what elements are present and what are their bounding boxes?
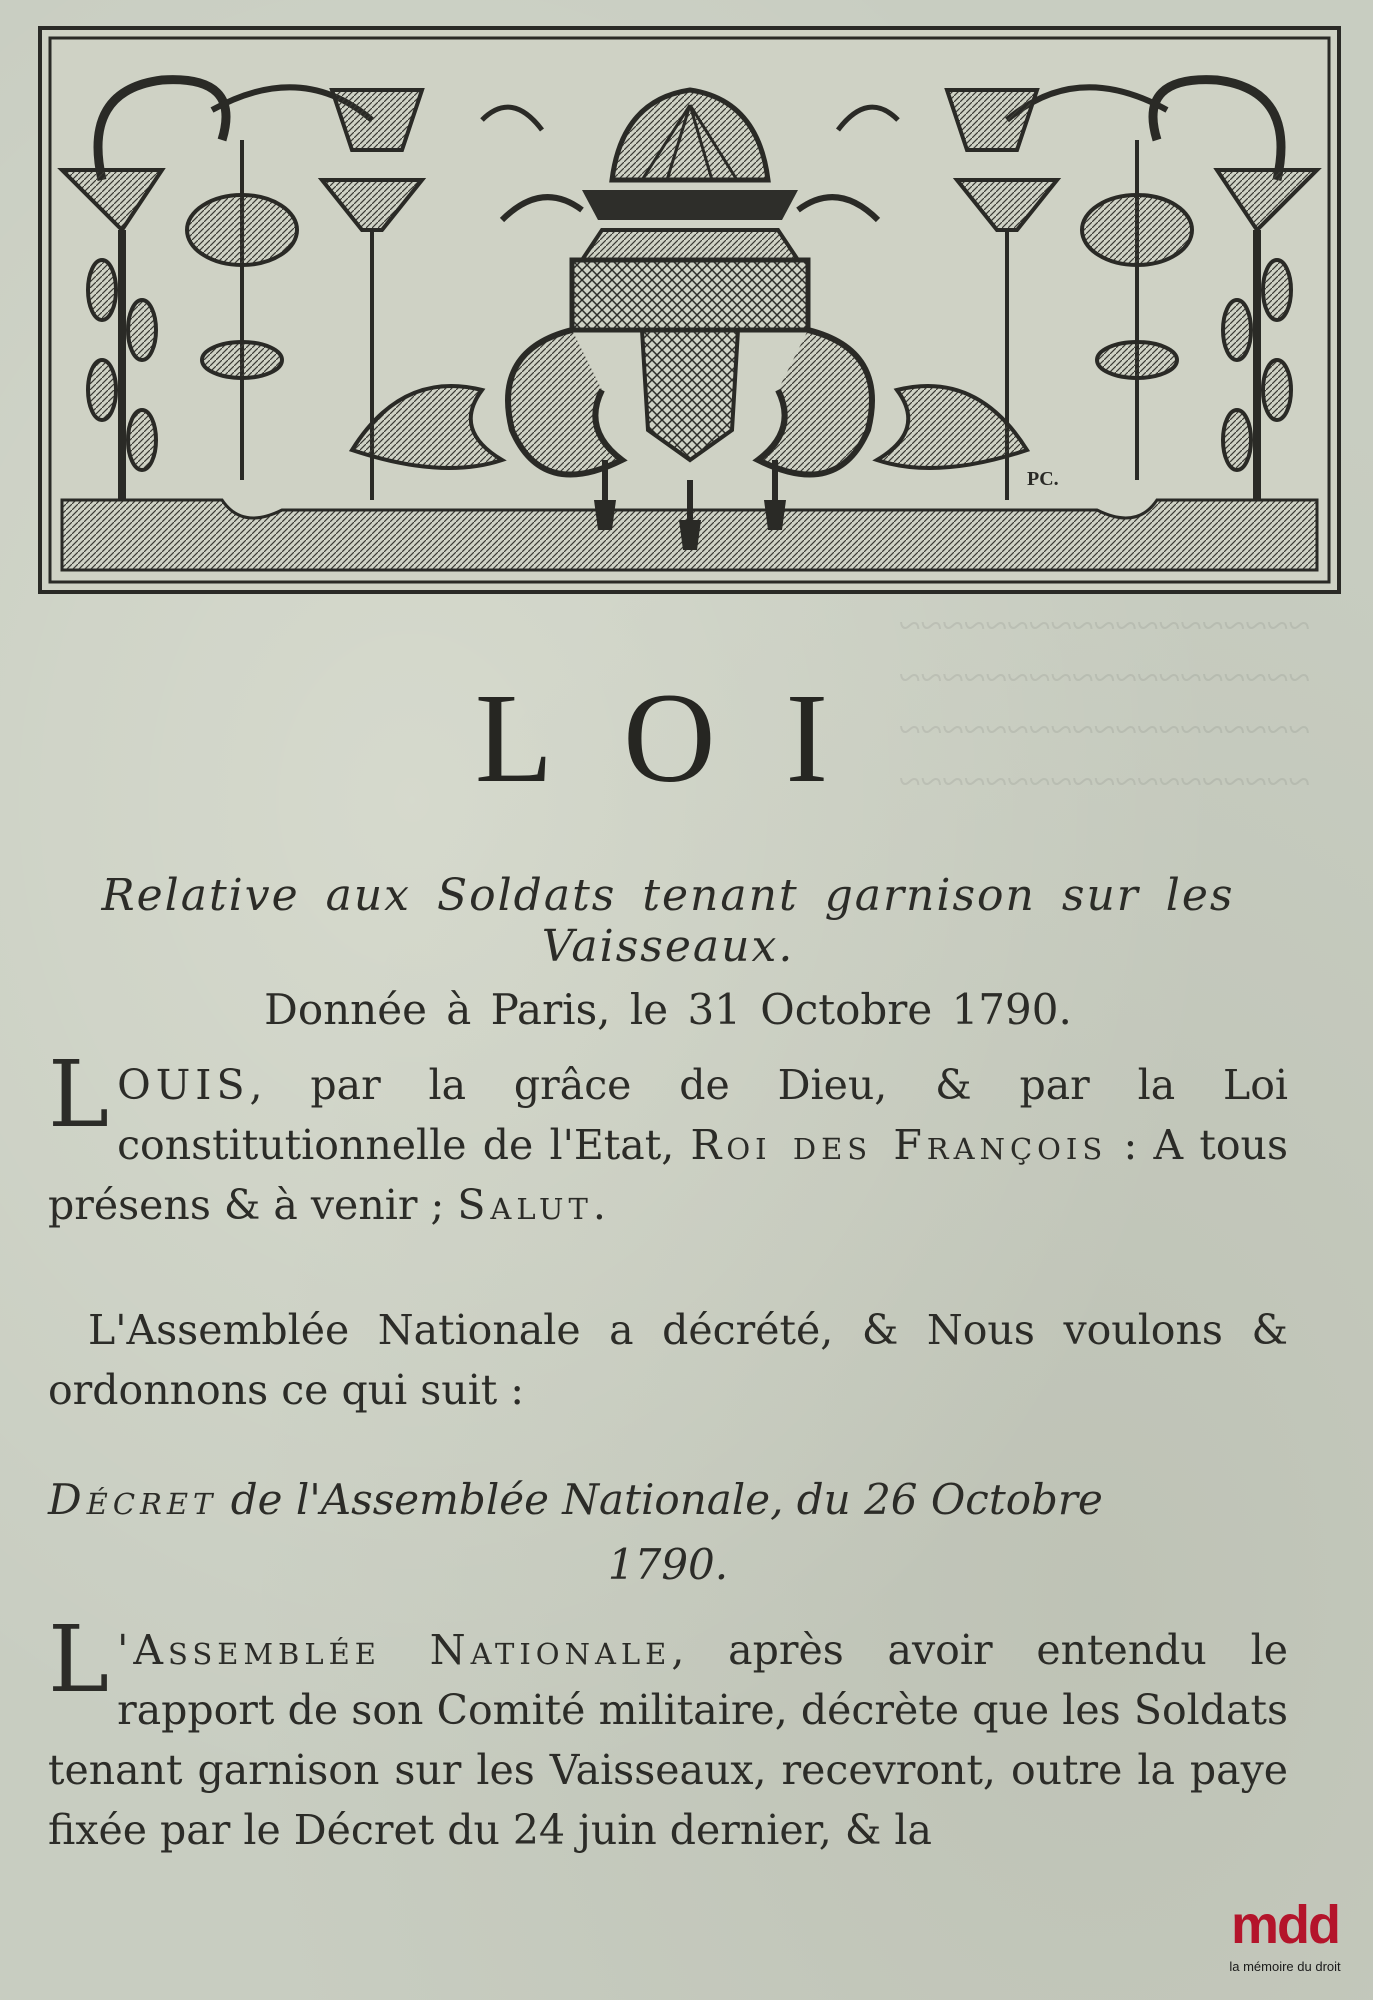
decree-heading-text: de l'Assemblée Nationale, du 26 Octobre (217, 1475, 1103, 1524)
preamble-text-1: , par la grâce de Dieu, & par la Loi constitutionnelle de l'Etat, (117, 1061, 1288, 1169)
document-subtitle: Relative aux Soldats tenant garnison sur les Vaisseaux. (101, 870, 1235, 972)
preamble-paragraph (48, 1041, 1289, 1235)
decree-year: 1790. (607, 1540, 729, 1589)
logo-mark: mdd (1231, 1895, 1339, 1955)
bleed-through-text: ~~~~~~~~~~~~~~~~~~~ ~~~~~~~~~~~~~~~~~~~ ~~~~~~~~~~~~~~~~~~~ ~~~~~~~~~~~~~~~~~~~ (898, 603, 1310, 804)
mdd-watermark-logo (1210, 1895, 1360, 1995)
preamble-dropcap: L (48, 1041, 110, 1148)
engraver-mark: PC. (1027, 468, 1059, 490)
decree-heading-lead: Décret (48, 1475, 218, 1524)
decree-body-paragraph (48, 1606, 1288, 1860)
decree-heading (48, 1470, 1288, 1530)
logo-tagline: la mémoire du droit (1229, 1959, 1341, 1974)
document-title: LOI (474, 667, 899, 809)
preamble-text-2: : A tous présens & à venir ; (48, 1121, 1289, 1229)
decree-body-text: , après avoir entendu le rapport de son Comité militaire, décrète que les Soldats tenant garnison sur les Vaisseaux, recevront, outre la paye fixée par le Décret du 24 juin dernier, & la (48, 1626, 1288, 1854)
preamble-king: Roi des François (690, 1121, 1108, 1169)
given-date-line: Donnée à Paris, le 31 Octobre 1790. (264, 985, 1072, 1034)
assembly-paragraph: L'Assemblée Nationale a décrété, & Nous voulons & ordonnons ce qui suit : (48, 1306, 1288, 1414)
ornament-drawing (42, 30, 1337, 590)
engraved-ornament-banner (38, 26, 1341, 594)
decree-dropcap: L (48, 1606, 110, 1713)
preamble-lead: OUIS (117, 1061, 250, 1109)
decree-body-lead: 'Assemblée Nationale (117, 1626, 672, 1674)
preamble-salut: Salut. (457, 1181, 611, 1229)
